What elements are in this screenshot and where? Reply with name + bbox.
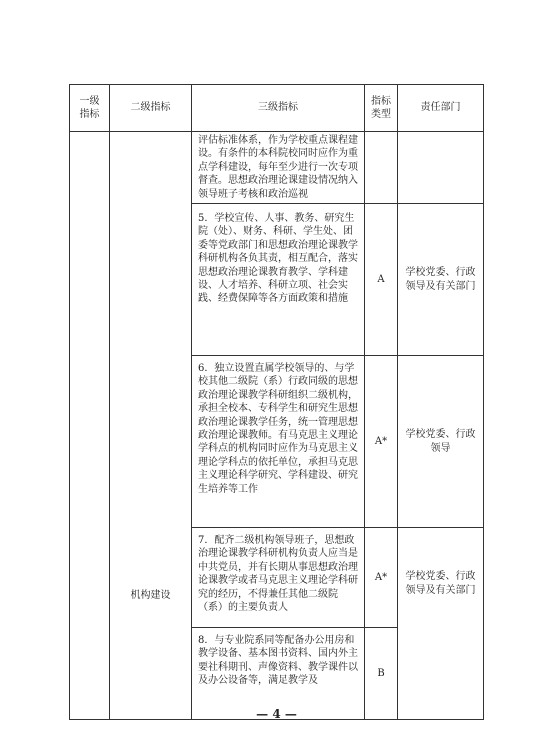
indicator-type: A*	[365, 356, 398, 528]
indicator-table	[69, 84, 484, 720]
header-dept: 责任部门	[398, 85, 484, 132]
indicator-type: B	[365, 628, 398, 720]
responsible-dept: 学校党委、行政领导	[398, 356, 484, 528]
level2-cell: 机构建设	[110, 132, 192, 720]
indicator-type	[365, 132, 398, 204]
indicator-type: A*	[365, 528, 398, 628]
table-row	[70, 132, 484, 204]
indicator-text: 8．与专业院系同等配备办公用房和教学设备、基本图书资料、国内外主要社科期刊、声像资料、教学课件以及办公设备等，满足教学及	[192, 628, 365, 720]
header-level3: 三级指标	[192, 85, 365, 132]
indicator-text: 评估标准体系，作为学校重点课程建设。有条件的本科院校同时应作为重点学科建设，每年至少进行一次专项督查。思想政治理论课建设情况纳入领导班子考核和政治巡视	[192, 132, 365, 204]
page-number: — 4 —	[256, 707, 297, 721]
header-level1: 一级指标	[70, 85, 110, 132]
header-row	[70, 85, 484, 132]
level1-cell	[70, 132, 110, 720]
responsible-dept: 学校党委、行政领导及有关部门	[398, 204, 484, 356]
header-type: 指标类型	[365, 85, 398, 132]
responsible-dept	[398, 132, 484, 204]
indicator-text: 6．独立设置直属学校领导的、与学校其他二级院（系）行政同级的思想政治理论课教学科研组织二级机构，承担全校本、专科学生和研究生思想政治理论课教学任务，统一管理思想政治理论课教师。有马克思主义理论学科点的机构同时应作为马克思主义理论学科点的依托单位，承担马克思主义理论科学研究、学科建设、研究生培养等工作	[192, 356, 365, 528]
indicator-text: 5．学校宣传、人事、教务、研究生院（处）、财务、科研、学生处、团委等党政部门和思想政治理论课教学科研机构各负其责，相互配合，落实思想政治理论课教育教学、学科建设、人才培养、科研立项、社会实践、经费保障等各方面政策和措施	[192, 204, 365, 356]
header-level2: 二级指标	[110, 85, 192, 132]
indicator-text: 7．配齐二级机构领导班子，思想政治理论课教学科研机构负责人应当是中共党员，并有长期从事思想政治理论课教学或者马克思主义理论学科研究的经历，不得兼任其他二级院（系）的主要负责人	[192, 528, 365, 628]
responsible-dept: 学校党委、行政领导及有关部门	[398, 528, 484, 720]
indicator-type: A	[365, 204, 398, 356]
